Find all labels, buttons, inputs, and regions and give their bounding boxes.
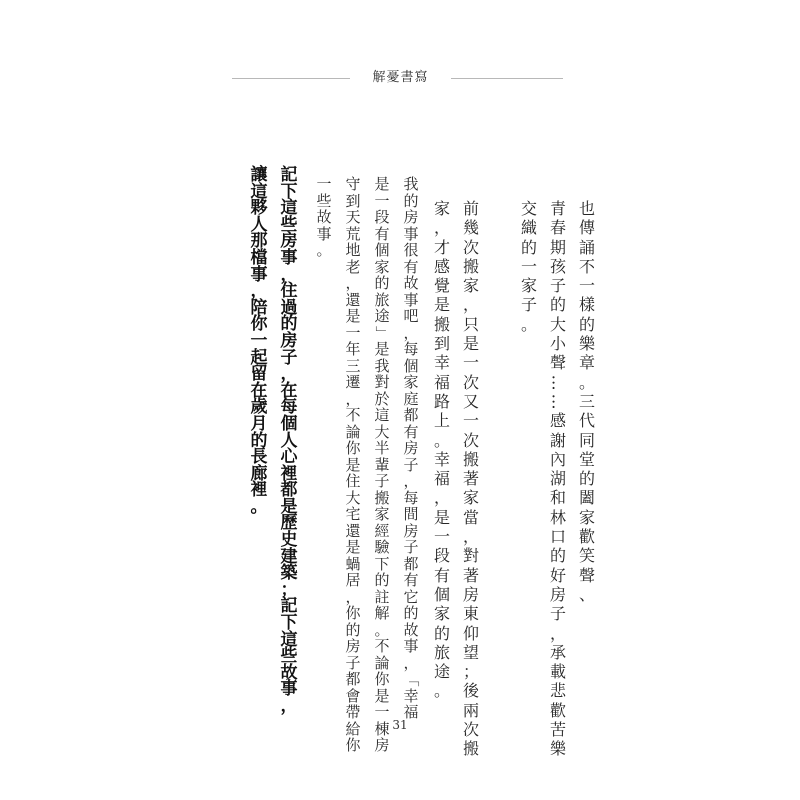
glyph: 遷 (345, 373, 361, 391)
glyph: 有 (433, 565, 450, 585)
glyph: 搬 (462, 449, 479, 469)
glyph: 的 (433, 623, 450, 643)
glyph: 子 (520, 295, 537, 315)
glyph: 都 (403, 554, 419, 573)
glyph: 次 (462, 430, 479, 450)
glyph: 湖 (549, 469, 566, 489)
glyph: 一 (520, 256, 537, 276)
glyph: 檔 (250, 247, 268, 268)
glyph: 它 (403, 587, 419, 606)
glyph: 是 (374, 340, 390, 358)
glyph: 聲 (578, 565, 595, 585)
glyph: 家 (374, 257, 390, 276)
glyph: 子 (403, 455, 419, 474)
glyph: 途 (374, 307, 390, 325)
glyph: 地 (345, 241, 361, 259)
glyph: 你 (374, 670, 390, 688)
glyph: 次 (462, 720, 479, 740)
glyph: 裡 (280, 463, 298, 484)
glyph: 驗 (374, 538, 390, 556)
glyph: 每 (280, 397, 298, 418)
glyph: 段 (374, 208, 390, 226)
glyph: 還 (345, 290, 361, 309)
glyph: 不 (345, 406, 361, 424)
glyph: 這 (280, 629, 298, 650)
glyph: 仰 (462, 623, 479, 643)
glyph: ， (345, 274, 361, 292)
glyph: 有 (403, 571, 419, 589)
glyph: 覺 (433, 276, 450, 296)
glyph: 家 (462, 276, 479, 296)
glyph: 。 (374, 620, 390, 639)
glyph: 下 (280, 181, 298, 202)
glyph: 一 (433, 527, 450, 547)
glyph: 都 (345, 670, 361, 688)
glyph: 還 (345, 521, 361, 540)
glyph: 和 (549, 488, 566, 508)
glyph: 讓 (250, 165, 268, 185)
glyph: 大 (549, 314, 566, 334)
glyph: 。 (250, 496, 268, 517)
glyph: 兩 (462, 700, 479, 720)
glyph: 居 (345, 571, 361, 589)
glyph: 誦 (578, 237, 595, 257)
glyph: 棟 (374, 719, 390, 738)
glyph: 留 (250, 364, 268, 385)
glyph: 子 (280, 347, 298, 368)
glyph: 事 (403, 290, 419, 309)
glyph: 大 (345, 488, 361, 507)
glyph: 途 (433, 662, 450, 682)
glyph: 夥 (250, 198, 268, 219)
glyph: 子 (549, 276, 566, 296)
glyph: 故 (403, 620, 419, 639)
glyph: 於 (374, 389, 390, 408)
glyph: 福 (403, 703, 419, 721)
glyph: 事 (403, 224, 419, 243)
glyph: 宅 (345, 505, 361, 523)
glyph: 庭 (403, 389, 419, 408)
body-block-column (371, 176, 393, 754)
glyph: 搬 (374, 488, 390, 507)
glyph: 承 (549, 642, 566, 662)
glyph: … (548, 374, 568, 391)
glyph: 守 (345, 175, 361, 193)
glyph: 房 (280, 231, 298, 252)
glyph: 是 (433, 507, 450, 527)
glyph: 是 (345, 455, 361, 474)
glyph: 。 (433, 430, 450, 450)
glyph: 故 (280, 662, 298, 683)
glyph: 陪 (250, 297, 268, 318)
glyph: 的 (403, 191, 419, 210)
glyph: 感 (549, 411, 566, 431)
glyph: 是 (374, 686, 390, 705)
glyph: 苦 (549, 720, 566, 740)
glyph: 經 (374, 521, 390, 540)
page-number: 31 (392, 718, 408, 732)
glyph: 家 (433, 199, 450, 218)
glyph: 當 (462, 507, 479, 527)
glyph: 子 (403, 538, 419, 556)
glyph: 年 (345, 340, 361, 358)
glyph: 闔 (578, 488, 595, 508)
glyph: 故 (316, 208, 332, 226)
glyph: 過 (280, 297, 298, 318)
glyph: 是 (345, 538, 361, 556)
glyph: 春 (549, 218, 566, 238)
glyph: 不 (578, 256, 595, 276)
glyph: 給 (345, 719, 361, 738)
glyph: 事 (316, 224, 332, 243)
glyph: 一 (374, 703, 390, 721)
glyph: 是 (345, 307, 361, 325)
glyph: 房 (345, 637, 361, 655)
glyph: 、 (578, 584, 595, 604)
glyph: ， (280, 264, 298, 285)
glyph: 的 (374, 274, 390, 292)
glyph: 個 (433, 584, 450, 604)
glyph: 樣 (578, 295, 595, 315)
glyph: 林 (549, 507, 566, 527)
glyph: ， (345, 389, 361, 408)
glyph: 家 (403, 373, 419, 391)
glyph: 幸 (433, 353, 450, 373)
glyph: 個 (280, 413, 298, 434)
glyph: 建 (280, 546, 298, 567)
glyph: 住 (345, 472, 361, 490)
glyph: 的 (549, 295, 566, 315)
glyph: 起 (250, 347, 268, 368)
glyph: 房 (280, 330, 298, 351)
glyph: 。 (520, 314, 537, 334)
glyph: 記 (280, 165, 298, 185)
glyph: ； (462, 662, 479, 682)
glyph: 住 (280, 281, 298, 302)
glyph: ； (280, 579, 298, 600)
glyph: 家 (578, 507, 595, 527)
glyph: 有 (403, 422, 419, 441)
body-block-column (313, 176, 335, 259)
glyph: 的 (578, 314, 595, 334)
glyph: 老 (345, 257, 361, 276)
glyph: 織 (520, 218, 537, 238)
glyph: 間 (403, 505, 419, 523)
glyph: 的 (520, 237, 537, 257)
glyph: 你 (345, 736, 361, 754)
glyph: 你 (345, 439, 361, 457)
glyph: 幾 (462, 218, 479, 238)
glyph: 福 (433, 469, 450, 489)
glyph: 事 (403, 637, 419, 655)
glyph: 築 (280, 563, 298, 584)
glyph: 聲 (549, 353, 566, 373)
glyph: 一 (345, 323, 361, 342)
glyph: 房 (403, 439, 419, 457)
glyph: 你 (250, 314, 268, 335)
glyph: 三 (345, 356, 361, 375)
glyph: 史 (280, 530, 298, 551)
glyph: 會 (345, 686, 361, 705)
glyph: 次 (462, 237, 479, 257)
glyph: 歷 (280, 513, 298, 534)
glyph: 你 (345, 604, 361, 622)
glyph: 交 (520, 199, 537, 218)
glyph: 大 (374, 422, 390, 441)
glyph: 一 (374, 191, 390, 210)
glyph: 房 (462, 584, 479, 604)
glyph: ， (280, 696, 298, 716)
glyph: 半 (374, 439, 390, 457)
glyph: 些 (316, 191, 332, 210)
glyph: ， (250, 281, 268, 302)
glyph: 三 (578, 391, 595, 411)
glyph: 的 (250, 430, 268, 451)
glyph: 家 (462, 488, 479, 508)
glyph: 到 (345, 191, 361, 210)
glyph: 吧 (403, 307, 419, 325)
glyph: 搬 (462, 739, 479, 759)
glyph: 搬 (462, 256, 479, 276)
glyph: 是 (433, 295, 450, 315)
glyph: 這 (280, 198, 298, 219)
glyph: 傳 (578, 218, 595, 238)
glyph: ， (433, 488, 450, 508)
glyph: 的 (403, 604, 419, 622)
glyph: 代 (578, 411, 595, 431)
glyph: 福 (433, 372, 450, 392)
glyph: 。 (578, 372, 595, 392)
glyph: 歲 (250, 397, 268, 418)
glyph: 這 (250, 181, 268, 202)
glyph: 對 (462, 546, 479, 566)
glyph: 家 (374, 505, 390, 523)
glyph: 的 (549, 546, 566, 566)
glyph: 我 (403, 175, 419, 193)
glyph: 一 (462, 411, 479, 431)
glyph: 後 (462, 681, 479, 701)
glyph: 東 (462, 604, 479, 624)
glyph: 子 (549, 604, 566, 624)
glyph: … (548, 393, 568, 410)
glyph: 是 (280, 496, 298, 517)
glyph: 天 (345, 208, 361, 226)
glyph: 內 (549, 449, 566, 469)
glyph: 」 (373, 325, 392, 341)
glyph: 很 (403, 241, 419, 259)
glyph: ， (403, 323, 419, 342)
glyph: 論 (374, 653, 390, 672)
handwritten-block-column (431, 199, 453, 701)
glyph: ， (462, 295, 479, 315)
glyph: 長 (250, 447, 268, 468)
body-block-column (342, 176, 364, 754)
glyph: 好 (549, 565, 566, 585)
glyph: 堂 (578, 449, 595, 469)
glyph: 的 (374, 571, 390, 589)
glyph: 下 (280, 613, 298, 634)
glyph: 幸 (403, 686, 419, 705)
glyph: 前 (462, 199, 479, 218)
glyph: 「 (402, 671, 421, 687)
glyph: 旅 (374, 290, 390, 309)
glyph: 才 (433, 237, 450, 257)
glyph: 家 (520, 276, 537, 296)
glyph: 也 (578, 199, 595, 218)
glyph: 個 (403, 356, 419, 375)
glyph: 載 (549, 662, 566, 682)
glyph: 歡 (578, 527, 595, 547)
glyph: 對 (374, 373, 390, 391)
glyph: 是 (374, 175, 390, 193)
glyph: 每 (403, 488, 419, 507)
glyph: 上 (433, 411, 450, 431)
glyph: 都 (403, 406, 419, 424)
glyph: 謝 (549, 430, 566, 450)
body-block-column (400, 176, 422, 721)
glyph: 都 (280, 480, 298, 501)
glyph: 論 (345, 422, 361, 441)
glyph: 路 (433, 391, 450, 411)
glyph: 旅 (433, 642, 450, 662)
glyph: 一 (250, 330, 268, 351)
glyph: 一 (462, 353, 479, 373)
glyph: ， (549, 623, 566, 643)
glyph: 著 (462, 565, 479, 585)
glyph: 笑 (578, 546, 595, 566)
glyph: 幸 (433, 449, 450, 469)
glyph: 個 (374, 241, 390, 259)
glyph: 些 (280, 214, 298, 235)
glyph: 一 (316, 175, 332, 193)
glyph: 蝸 (345, 554, 361, 573)
glyph: 故 (403, 274, 419, 292)
glyph: 同 (578, 430, 595, 450)
glyph: 下 (374, 554, 390, 573)
glyph: ， (345, 587, 361, 606)
glyph: 歡 (549, 700, 566, 720)
glyph: 樂 (578, 334, 595, 354)
glyph: 不 (374, 637, 390, 655)
handwritten-block-column (460, 199, 482, 759)
handwritten-block-column (547, 199, 569, 759)
glyph: 月 (250, 413, 268, 434)
glyph: 事 (280, 679, 298, 700)
glyph: 這 (374, 406, 390, 424)
glyph: 次 (462, 372, 479, 392)
glyph: 在 (280, 380, 298, 401)
glyph: 是 (462, 334, 479, 354)
glyph: 小 (549, 334, 566, 354)
glyph: 一 (578, 276, 595, 296)
glyph: 廊 (250, 463, 268, 484)
glyph: 帶 (345, 703, 361, 721)
glyph: 註 (374, 587, 390, 606)
glyph: 搬 (433, 314, 450, 334)
glyph: 到 (433, 334, 450, 354)
glyph: 房 (549, 584, 566, 604)
glyph: 些 (280, 646, 298, 667)
glyph: 有 (374, 224, 390, 243)
glyph: 房 (403, 208, 419, 226)
glyph: 有 (403, 257, 419, 276)
glyph: 段 (433, 546, 450, 566)
glyph: 孩 (549, 256, 566, 276)
running-head: 解憂書寫 (372, 70, 429, 85)
glyph: 的 (280, 314, 298, 335)
glyph: 那 (250, 231, 268, 252)
glyph: 口 (549, 527, 566, 547)
glyph: ， (403, 653, 419, 672)
glyph: 心 (280, 447, 298, 468)
glyph: 只 (462, 314, 479, 334)
glyph: 又 (462, 391, 479, 411)
glyph: 悲 (549, 681, 566, 701)
glyph: 事 (280, 247, 298, 268)
glyph: 荒 (345, 224, 361, 243)
glyph: 青 (549, 199, 566, 218)
glyph: 。 (316, 241, 332, 259)
glyph: 望 (462, 642, 479, 662)
glyph: ， (403, 472, 419, 490)
glyph: 房 (403, 521, 419, 540)
glyph: ， (433, 218, 450, 238)
glyph: 期 (549, 237, 566, 257)
glyph: 子 (345, 653, 361, 672)
glyph: 裡 (250, 480, 268, 501)
glyph: 家 (433, 604, 450, 624)
glyph: 感 (433, 256, 450, 276)
glyph: 。 (433, 681, 450, 701)
glyph: 著 (462, 469, 479, 489)
glyph: 解 (374, 604, 390, 622)
glyph: 事 (250, 264, 268, 285)
glyph: 記 (280, 596, 298, 617)
handwritten-block-column (518, 199, 540, 334)
glyph: 每 (403, 340, 419, 358)
glyph: 房 (374, 736, 390, 754)
glyph: 的 (345, 620, 361, 639)
glyph: 的 (578, 469, 595, 489)
glyph: 章 (578, 353, 595, 373)
glyph: 在 (250, 380, 268, 401)
closing-block-column (247, 167, 271, 515)
glyph: 樂 (549, 739, 566, 759)
glyph: ， (462, 527, 479, 547)
glyph: 子 (374, 472, 390, 490)
glyph: 人 (280, 430, 298, 451)
handwritten-block-column (576, 199, 598, 604)
glyph: 我 (374, 356, 390, 375)
glyph: 輩 (374, 455, 390, 474)
glyph: ， (280, 364, 298, 385)
closing-block-column (277, 167, 301, 715)
glyph: 人 (250, 214, 268, 235)
